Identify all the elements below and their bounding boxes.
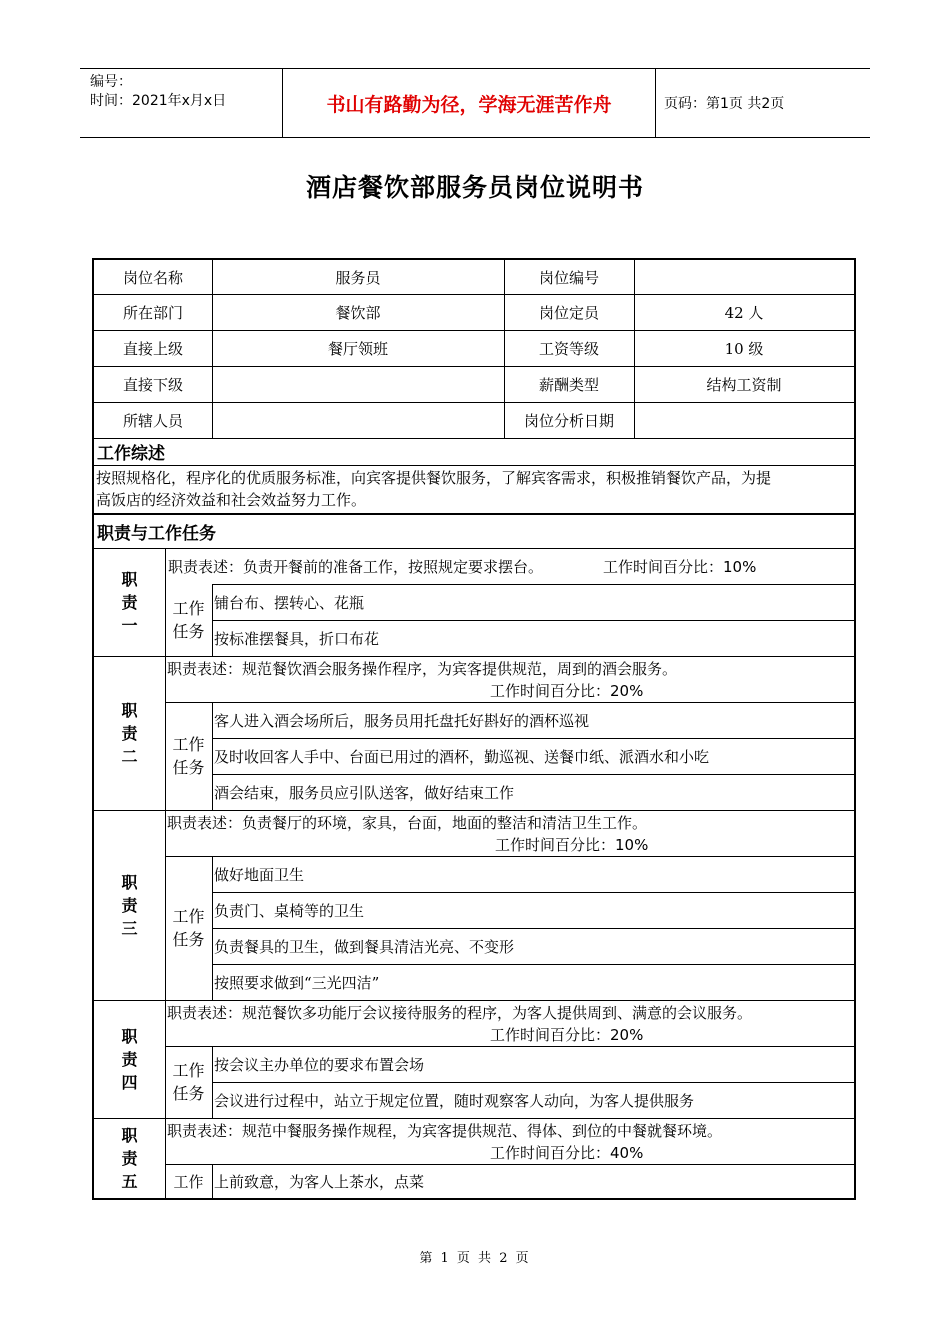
header-page-info: 页码：第1页 共2页 xyxy=(664,96,785,112)
post-code-label: 岗位编号 xyxy=(538,268,599,287)
document-title: 酒店餐饮部服务员岗位说明书 xyxy=(305,173,644,202)
duty-5-task-1: 上前致意，为客人上茶水，点菜 xyxy=(214,1172,425,1191)
overview-heading: 工作综述 xyxy=(97,444,165,464)
pay-type-label: 薪酬类型 xyxy=(538,375,599,394)
duty-2-task-1: 客人进入酒会场所后，服务员用托盘托好斟好的酒杯巡视 xyxy=(214,711,590,730)
page-header xyxy=(80,68,870,138)
duty-3-description: 职责表述：负责餐厅的环境，家具，台面，地面的整洁和清洁卫生工作。 工作时间百分比：10% xyxy=(167,814,649,854)
duty-3-task-label: 工作 任务 xyxy=(172,907,205,949)
subordinate-label: 直接下级 xyxy=(122,375,183,394)
post-name-value: 服务员 xyxy=(335,268,381,287)
page-footer: 第 1 页 共 2 页 xyxy=(419,1251,531,1266)
overview-line-2: 高饭店的经济效益和社会效益努力工作。 xyxy=(96,491,367,509)
duty-3-label: 职 责 三 xyxy=(121,872,138,938)
header-motto: 书山有路勤为径，学海无涯苦作舟 xyxy=(282,69,656,137)
duty-1-task-2: 按标准摆餐具，折口布花 xyxy=(214,629,380,648)
job-description-table xyxy=(92,258,856,1200)
staff-label: 所辖人员 xyxy=(122,411,183,430)
date-line: 时间：2021年x月x日 xyxy=(90,93,227,109)
dept-value: 餐饮部 xyxy=(335,303,381,322)
dept-label: 所在部门 xyxy=(122,303,183,322)
duty-4-label: 职 责 四 xyxy=(121,1026,138,1092)
duty-3-task-2: 负责门、桌椅等的卫生 xyxy=(214,901,365,920)
duty-2-task-label: 工作 任务 xyxy=(172,735,205,777)
post-name-label: 岗位名称 xyxy=(122,268,183,287)
post-code-value xyxy=(634,260,854,294)
overview-line-1: 按照规格化，程序化的优质服务标准，向宾客提供餐饮服务，了解宾客需求，积极推销餐饮产品，为提 xyxy=(96,469,772,487)
grade-label: 工资等级 xyxy=(538,339,599,358)
grade-value: 10 级 xyxy=(724,339,764,358)
duty-4-description: 职责表述：规范餐饮多功能厅会议接待服务的程序，为客人提供周到、满意的会议服务。 工作时间百分比：20% xyxy=(167,1004,753,1044)
duty-5-description: 职责表述：规范中餐服务操作规程，为宾客提供规范、得体、到位的中餐就餐环境。 工作时间百分比：40% xyxy=(167,1122,723,1162)
duties-heading: 职责与工作任务 xyxy=(97,524,216,544)
duty-5-task-label: 工作 xyxy=(173,1172,204,1191)
staff-value xyxy=(212,402,504,438)
superior-label: 直接上级 xyxy=(122,339,183,358)
pay-type-value: 结构工资制 xyxy=(706,375,782,394)
overview-text xyxy=(94,467,854,513)
duty-3-task-4: 按照要求做到“三光四洁” xyxy=(214,973,380,992)
superior-value: 餐厅领班 xyxy=(327,339,388,358)
quota-value: 42 人 xyxy=(724,303,764,322)
duty-4-task-2: 会议进行过程中，站立于规定位置，随时观察客人动向，为客人提供服务 xyxy=(214,1091,695,1110)
duty-2-task-2: 及时收回客人手中、台面已用过的酒杯，勤巡视、送餐巾纸、派酒水和小吃 xyxy=(214,747,710,766)
duty-3-task-1: 做好地面卫生 xyxy=(214,865,305,884)
duty-1-label: 职 责 一 xyxy=(121,569,138,635)
quota-label: 岗位定员 xyxy=(538,303,599,322)
duty-2-task-3: 酒会结束，服务员应引队送客，做好结束工作 xyxy=(214,783,515,802)
duty-1-task-label: 工作 任务 xyxy=(172,599,205,641)
duty-1-description: 职责表述：负责开餐前的准备工作，按照规定要求摆台。 工作时间百分比：10% xyxy=(168,557,757,576)
duty-2-description: 职责表述：规范餐饮酒会服务操作程序，为宾客提供规范，周到的酒会服务。 工作时间百分比：20% xyxy=(167,660,678,700)
duty-3-task-3: 负责餐具的卫生，做到餐具清洁光亮、不变形 xyxy=(214,937,515,956)
duty-4-task-1: 按会议主办单位的要求布置会场 xyxy=(214,1055,425,1074)
duty-5-label: 职 责 五 xyxy=(121,1125,138,1191)
header-meta xyxy=(90,73,226,111)
analysis-date-value xyxy=(634,402,854,438)
code-label: 编号： xyxy=(90,74,132,90)
subordinate-value xyxy=(212,366,504,402)
analysis-date-label: 岗位分析日期 xyxy=(523,411,614,430)
duty-2-label: 职 责 二 xyxy=(121,700,138,766)
duty-1-task-1: 铺台布、摆转心、花瓶 xyxy=(214,593,365,612)
duty-4-task-label: 工作 任务 xyxy=(172,1061,205,1103)
